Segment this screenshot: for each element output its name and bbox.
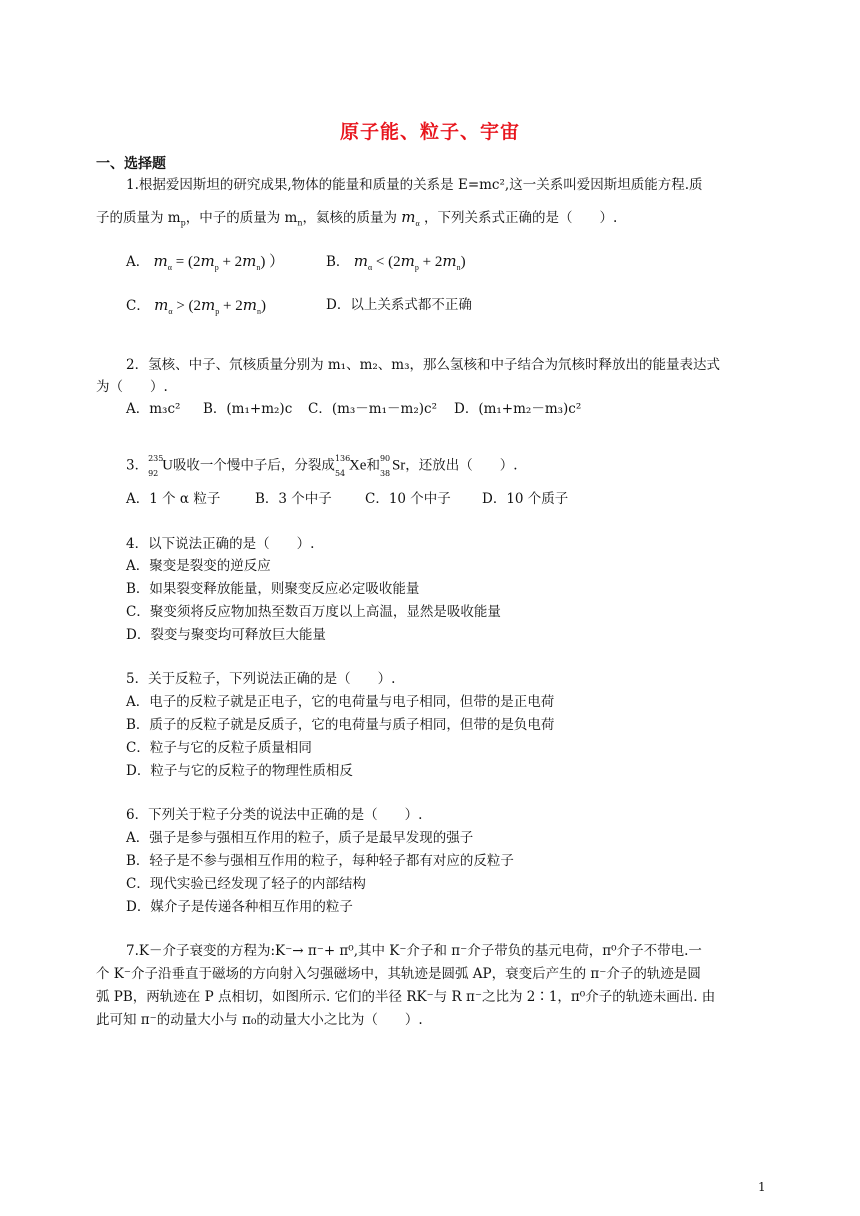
q6-option-c: C．现代实验已经发现了轻子的内部结构: [126, 876, 366, 892]
q3-option-b: B．3 个中子: [255, 491, 332, 507]
q7-stem-line1: 7.K－介子衰变的方程为:K⁻→ π⁻+ π⁰,其中 K⁻介子和 π⁻介子带负的基元电荷，π⁰介子不带电.一: [126, 943, 702, 959]
q4-option-a: A．聚变是裂变的逆反应: [126, 558, 271, 574]
q7-stem-line4: 此可知 π⁻的动量大小与 π₀的动量大小之比为（ ）.: [96, 1012, 423, 1028]
page-number: 1: [758, 1180, 766, 1194]
q7-stem-line2: 个 K⁻介子沿垂直于磁场的方向射入匀强磁场中，其轨迹是圆弧 AP，衰变后产生的 π⁻介子的轨迹是圆: [96, 966, 701, 982]
q5-option-a: A．电子的反粒子就是正电子，它的电荷量与电子相同，但带的是正电荷: [126, 694, 555, 710]
q4-option-b: B．如果裂变释放能量，则聚变反应必定吸收能量: [126, 581, 420, 597]
q1-stem-line2: 子的质量为 $m_p$，中子的质量为 $m_n$，氦核的质量为 $m_\alpha$ ，下列关系式正确的是（ ）.: [96, 208, 618, 228]
q3-option-a: A．1 个 α 粒子: [126, 491, 221, 507]
q3-stem: 3． 235 92 U吸收一个慢中子后，分裂成 136 54 Xe和 90 38 Sr，还放出（ ）.: [126, 454, 518, 478]
q6-option-d: D．媒介子是传递各种相互作用的粒子: [126, 899, 353, 915]
q5-option-d: D．粒子与它的反粒子的物理性质相反: [126, 763, 353, 779]
q1-option-a: A． $m_\alpha = (2m_p + 2m_n)$ ）: [126, 252, 285, 272]
q5-option-c: C．粒子与它的反粒子质量相同: [126, 740, 312, 756]
q1-stem-line1: 1.根据爱因斯坦的研究成果,物体的能量和质量的关系是 E=mc²,这一关系叫爱因斯坦质能方程.质: [126, 177, 703, 193]
q3-option-d: D．10 个质子: [482, 491, 569, 507]
q1-option-d: D．以上关系式都不正确: [326, 297, 472, 313]
document-title: 原子能、粒子、宇宙: [339, 121, 520, 143]
q2-option-a: A．m₃c²: [126, 401, 181, 417]
q2-stem-line2: 为（ ）.: [96, 379, 168, 395]
q6-option-b: B．轻子是不参与强相互作用的粒子，每种轻子都有对应的反粒子: [126, 853, 514, 869]
q2-option-c: C．(m₃－m₁－m₂)c²: [308, 401, 437, 417]
q1-option-b: B． $m_\alpha < (2m_p + 2m_n)$: [326, 252, 466, 272]
q5-stem: 5．关于反粒子，下列说法正确的是（ ）.: [126, 671, 396, 687]
q2-option-b: B．(m₁+m₂)c: [203, 401, 293, 417]
q6-option-a: A．强子是参与强相互作用的粒子，质子是最早发现的强子: [126, 830, 474, 846]
q2-stem-line1: 2．氢核、中子、氘核质量分别为 m₁、m₂、m₃，那么氢核和中子结合为氘核时释放出的能量表达式: [126, 357, 721, 373]
q3-option-c: C．10 个中子: [365, 491, 451, 507]
q1-option-c: C． $m_\alpha > (2m_p + 2m_n)$: [126, 296, 266, 316]
section-heading: 一、选择题: [96, 156, 166, 172]
q4-option-c: C．聚变须将反应物加热至数百万度以上高温，显然是吸收能量: [126, 604, 501, 620]
q4-stem: 4．以下说法正确的是（ ）.: [126, 536, 315, 552]
q4-option-d: D．裂变与聚变均可释放巨大能量: [126, 627, 326, 643]
q2-option-d: D．(m₁+m₂－m₃)c²: [454, 401, 582, 417]
q6-stem: 6．下列关于粒子分类的说法中正确的是（ ）.: [126, 807, 423, 823]
q7-stem-line3: 弧 PB，两轨迹在 P 点相切，如图所示. 它们的半径 RK⁻与 R π⁻之比为 2∶1，π⁰介子的轨迹未画出. 由: [96, 989, 716, 1005]
q5-option-b: B．质子的反粒子就是反质子，它的电荷量与质子相同，但带的是负电荷: [126, 717, 555, 733]
